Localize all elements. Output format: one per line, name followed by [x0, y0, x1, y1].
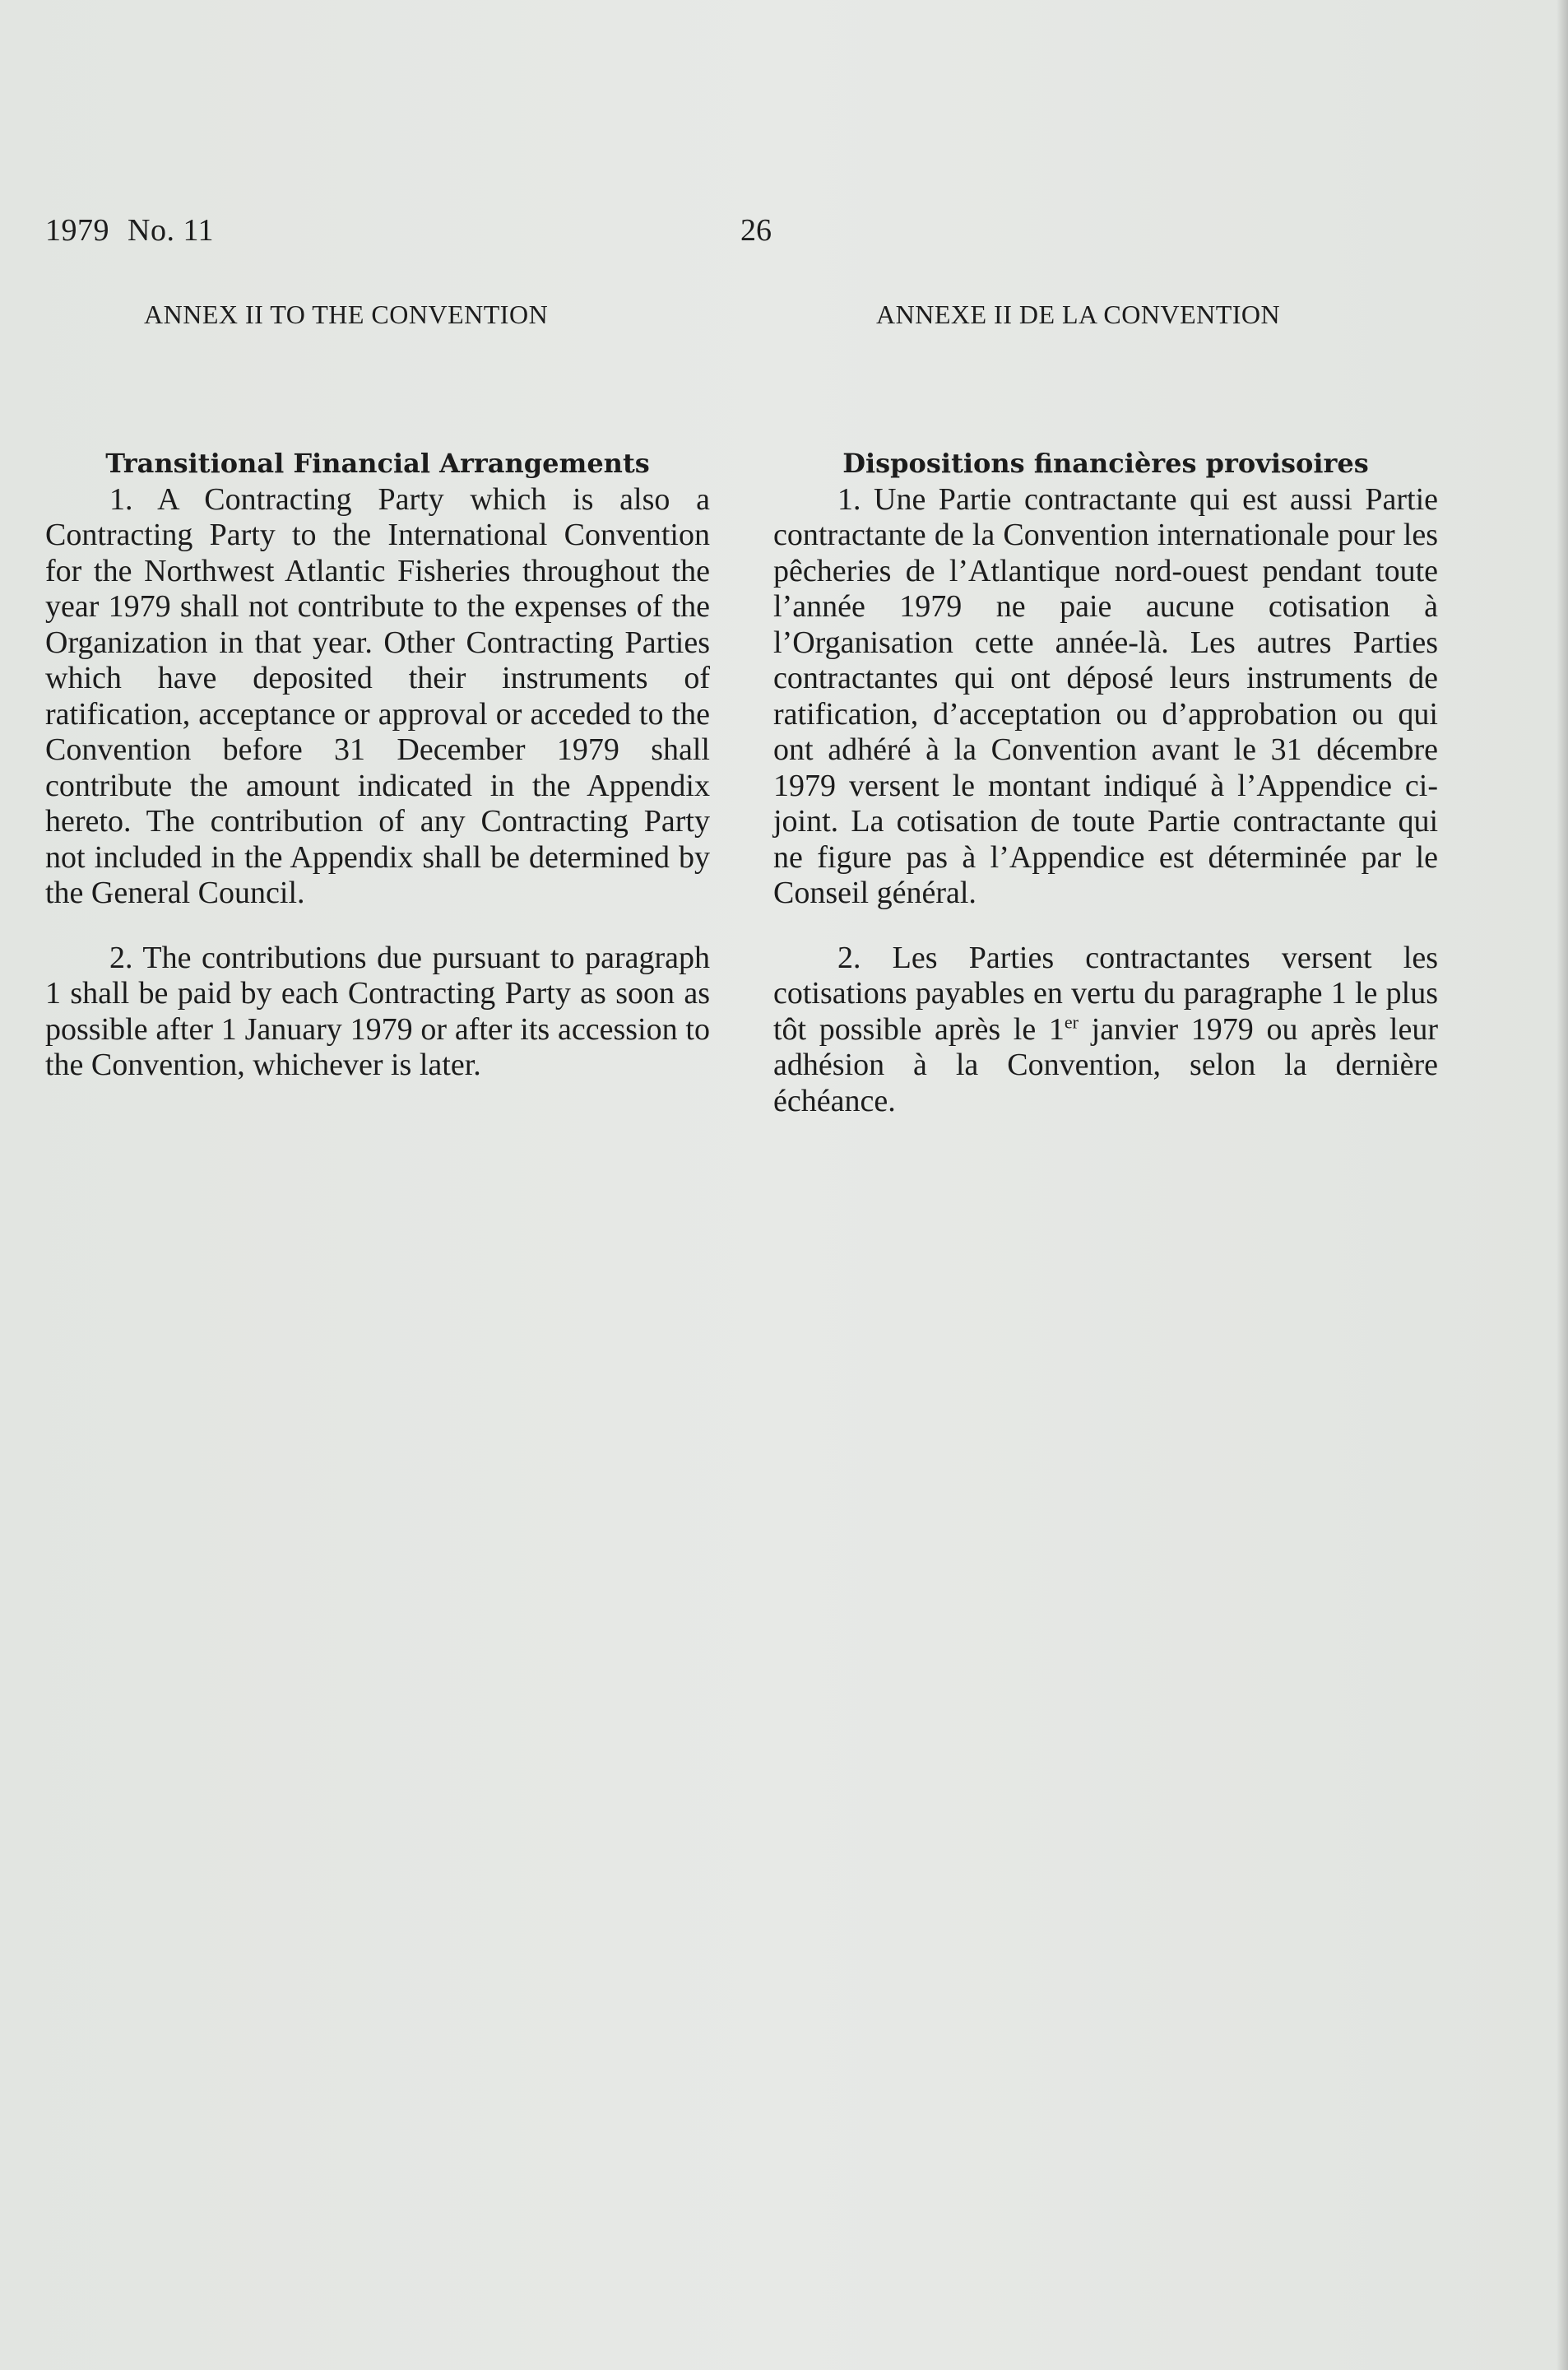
treaty-year: 1979 — [45, 213, 109, 248]
english-paragraph-1: 1. A Contracting Party which is also a Contracting Party to the International Convention for the Northwest Atlantic Fisheries throughout the year 1979 shall not contribute to the expenses of the Organization in that year. Other Contracting Parties which have deposited their instruments of ratification, acceptance or approval or acceded to the Convention before 31 December 1979 shall contribute the amount indicated in the Appendix hereto. The contribution of any Contracting Party not included in the Appendix shall be determined by the General Council. — [45, 481, 710, 910]
french-paragraph-2 — [773, 941, 1438, 1120]
french-column — [773, 446, 1438, 1119]
annex-title-french: ANNEXE II DE LA CONVENTION — [876, 300, 1281, 329]
annex-title-english: ANNEX II TO THE CONVENTION — [144, 300, 549, 329]
treaty-reference — [45, 212, 214, 249]
french-paragraph-2-start: 2. Les Parties contractantes versent les cotisations payables en vertu du paragraphe 1 le plus tôt possible après le 1 — [773, 940, 1438, 1047]
page-number: 26 — [740, 213, 772, 248]
french-paragraph-2-end: janvier 1979 ou après leur adhésion à la Convention, selon la dernière échéance. — [773, 1011, 1438, 1118]
page-edge-shadow — [1556, 0, 1568, 2370]
english-column — [45, 446, 710, 1084]
english-paragraph-2: 2. The contributions due pursuant to paragraph 1 shall be paid by each Contracting Party as soon as possible after 1 January 1979 or after its accession to the Convention, whichever is later. — [45, 940, 710, 1082]
ordinal-superscript: er — [1064, 1011, 1079, 1032]
french-heading: Dispositions financières provisoires — [842, 448, 1369, 479]
treaty-number: No. 11 — [128, 213, 215, 248]
french-paragraph-1: 1. Une Partie contractante qui est aussi Partie contractante de la Convention internationale pour les pêcheries de l’Atlantique nord-ouest pendant toute l’année 1979 ne paie aucune cotisation à l’Organisation cette année-là. Les autres Parties contractantes qui ont déposé leurs instruments de ratification, d’acceptation ou d’approbation ou qui ont adhéré à la Convention avant le 31 décembre 1979 versent le montant indiqué à l’Appendice ci-joint. La cotisation de toute Partie contractante qui ne figure pas à l’Appendice est déterminée par le Conseil général. — [773, 481, 1438, 910]
english-heading: Transitional Financial Arrangements — [105, 448, 650, 479]
